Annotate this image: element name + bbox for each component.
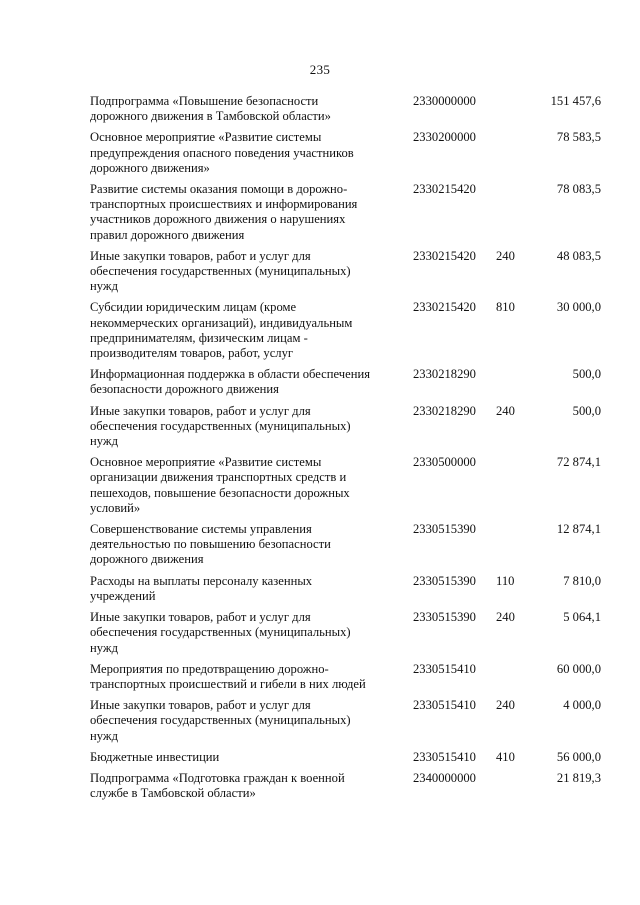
row-amount: 4 000,0 [563, 698, 601, 713]
row-amount: 72 874,1 [556, 455, 601, 470]
row-code: 2330200000 [413, 130, 476, 145]
row-expense-type: 240 [496, 610, 515, 625]
table-row [90, 367, 610, 397]
row-name: Совершенствование системы управления деятельностью по повышению безопасности дорожного движения [90, 522, 331, 567]
table-row [90, 522, 610, 568]
row-name: Иные закупки товаров, работ и услуг для обеспечения государственных (муниципальных) нужд [90, 403, 351, 449]
row-expense-type: 410 [496, 749, 515, 764]
row-amount: 500,0 [572, 367, 601, 382]
row-code: 2330215420 [413, 182, 476, 197]
row-code: 2330215420 [413, 300, 476, 315]
row-name: Субсидии юридическим лицам (кроме некоммерческих организаций), индивидуальным предпринимателям, физическим лицам - производителям товаров, работ, услуг [90, 300, 353, 361]
row-code: 2330515410 [413, 698, 476, 713]
row-name: Информационная поддержка в области обеспечения безопасности дорожного движения [90, 367, 370, 397]
row-code: 2330515410 [413, 661, 476, 676]
table-row [90, 771, 610, 801]
table-row [90, 574, 610, 604]
row-code: 2330515390 [413, 573, 476, 588]
row-code: 2330218290 [413, 403, 476, 418]
row-expense-type: 110 [496, 573, 515, 588]
row-name: Мероприятия по предотвращению дорожно-транспортных происшествий и гибели в них людей [90, 661, 366, 691]
table-row [90, 610, 610, 656]
row-expense-type: 240 [496, 248, 515, 263]
row-code: 2330515410 [413, 749, 476, 764]
row-name: Основное мероприятие «Развитие системы организации движения транспортных средств и пешеходов, повышение безопасности дорожных условий» [90, 455, 350, 515]
row-amount: 151 457,6 [550, 94, 601, 108]
row-name: Иные закупки товаров, работ и услуг для обеспечения государственных (муниципальных) нужд [90, 610, 351, 655]
row-code: 2330500000 [413, 455, 476, 470]
row-code: 2340000000 [413, 770, 476, 785]
row-code: 2330000000 [413, 94, 476, 108]
row-amount: 5 064,1 [563, 610, 601, 625]
row-name: Подпрограмма «Повышение безопасности дорожного движения в Тамбовской области» [90, 94, 331, 124]
table-row [90, 698, 610, 744]
row-name: Развитие системы оказания помощи в дорожно-транспортных происшествиях и информирования участников дорожного движения о нарушениях правил дорожного движения [90, 182, 358, 242]
table-row [90, 300, 610, 361]
row-amount: 78 083,5 [556, 182, 601, 197]
row-amount: 12 874,1 [556, 522, 601, 537]
row-amount: 30 000,0 [556, 300, 601, 315]
row-amount: 500,0 [572, 403, 601, 418]
row-name: Подпрограмма «Подготовка граждан к военной службе в Тамбовской области» [90, 770, 345, 801]
row-name: Бюджетные инвестиции [90, 749, 220, 764]
row-name: Иные закупки товаров, работ и услуг для обеспечения государственных (муниципальных) нужд [90, 248, 351, 294]
table-row [90, 404, 610, 450]
row-name: Иные закупки товаров, работ и услуг для обеспечения государственных (муниципальных) нужд [90, 698, 351, 743]
row-code: 2330515390 [413, 522, 476, 537]
page-number: 235 [309, 62, 331, 77]
table-row [90, 182, 610, 243]
row-code: 2330218290 [413, 367, 476, 382]
row-expense-type: 810 [496, 300, 515, 315]
row-code: 2330515390 [413, 610, 476, 625]
row-amount: 21 819,3 [556, 770, 601, 785]
table-row [90, 94, 610, 124]
row-expense-type: 240 [496, 698, 515, 713]
table-row [90, 130, 610, 176]
table-row [90, 750, 610, 765]
row-amount: 78 583,5 [556, 130, 601, 145]
row-name: Расходы на выплаты персоналу казенных учреждений [90, 573, 313, 603]
table-row [90, 662, 610, 692]
row-amount: 48 083,5 [556, 248, 601, 263]
row-name: Основное мероприятие «Развитие системы предупреждения опасного поведения участников дорожного движения» [90, 130, 354, 175]
row-amount: 60 000,0 [556, 661, 601, 676]
row-expense-type: 240 [496, 403, 515, 418]
row-code: 2330215420 [413, 248, 476, 263]
row-amount: 7 810,0 [563, 573, 601, 588]
table-row [90, 455, 610, 516]
budget-table [90, 94, 610, 807]
row-amount: 56 000,0 [556, 749, 601, 764]
table-row [90, 249, 610, 295]
